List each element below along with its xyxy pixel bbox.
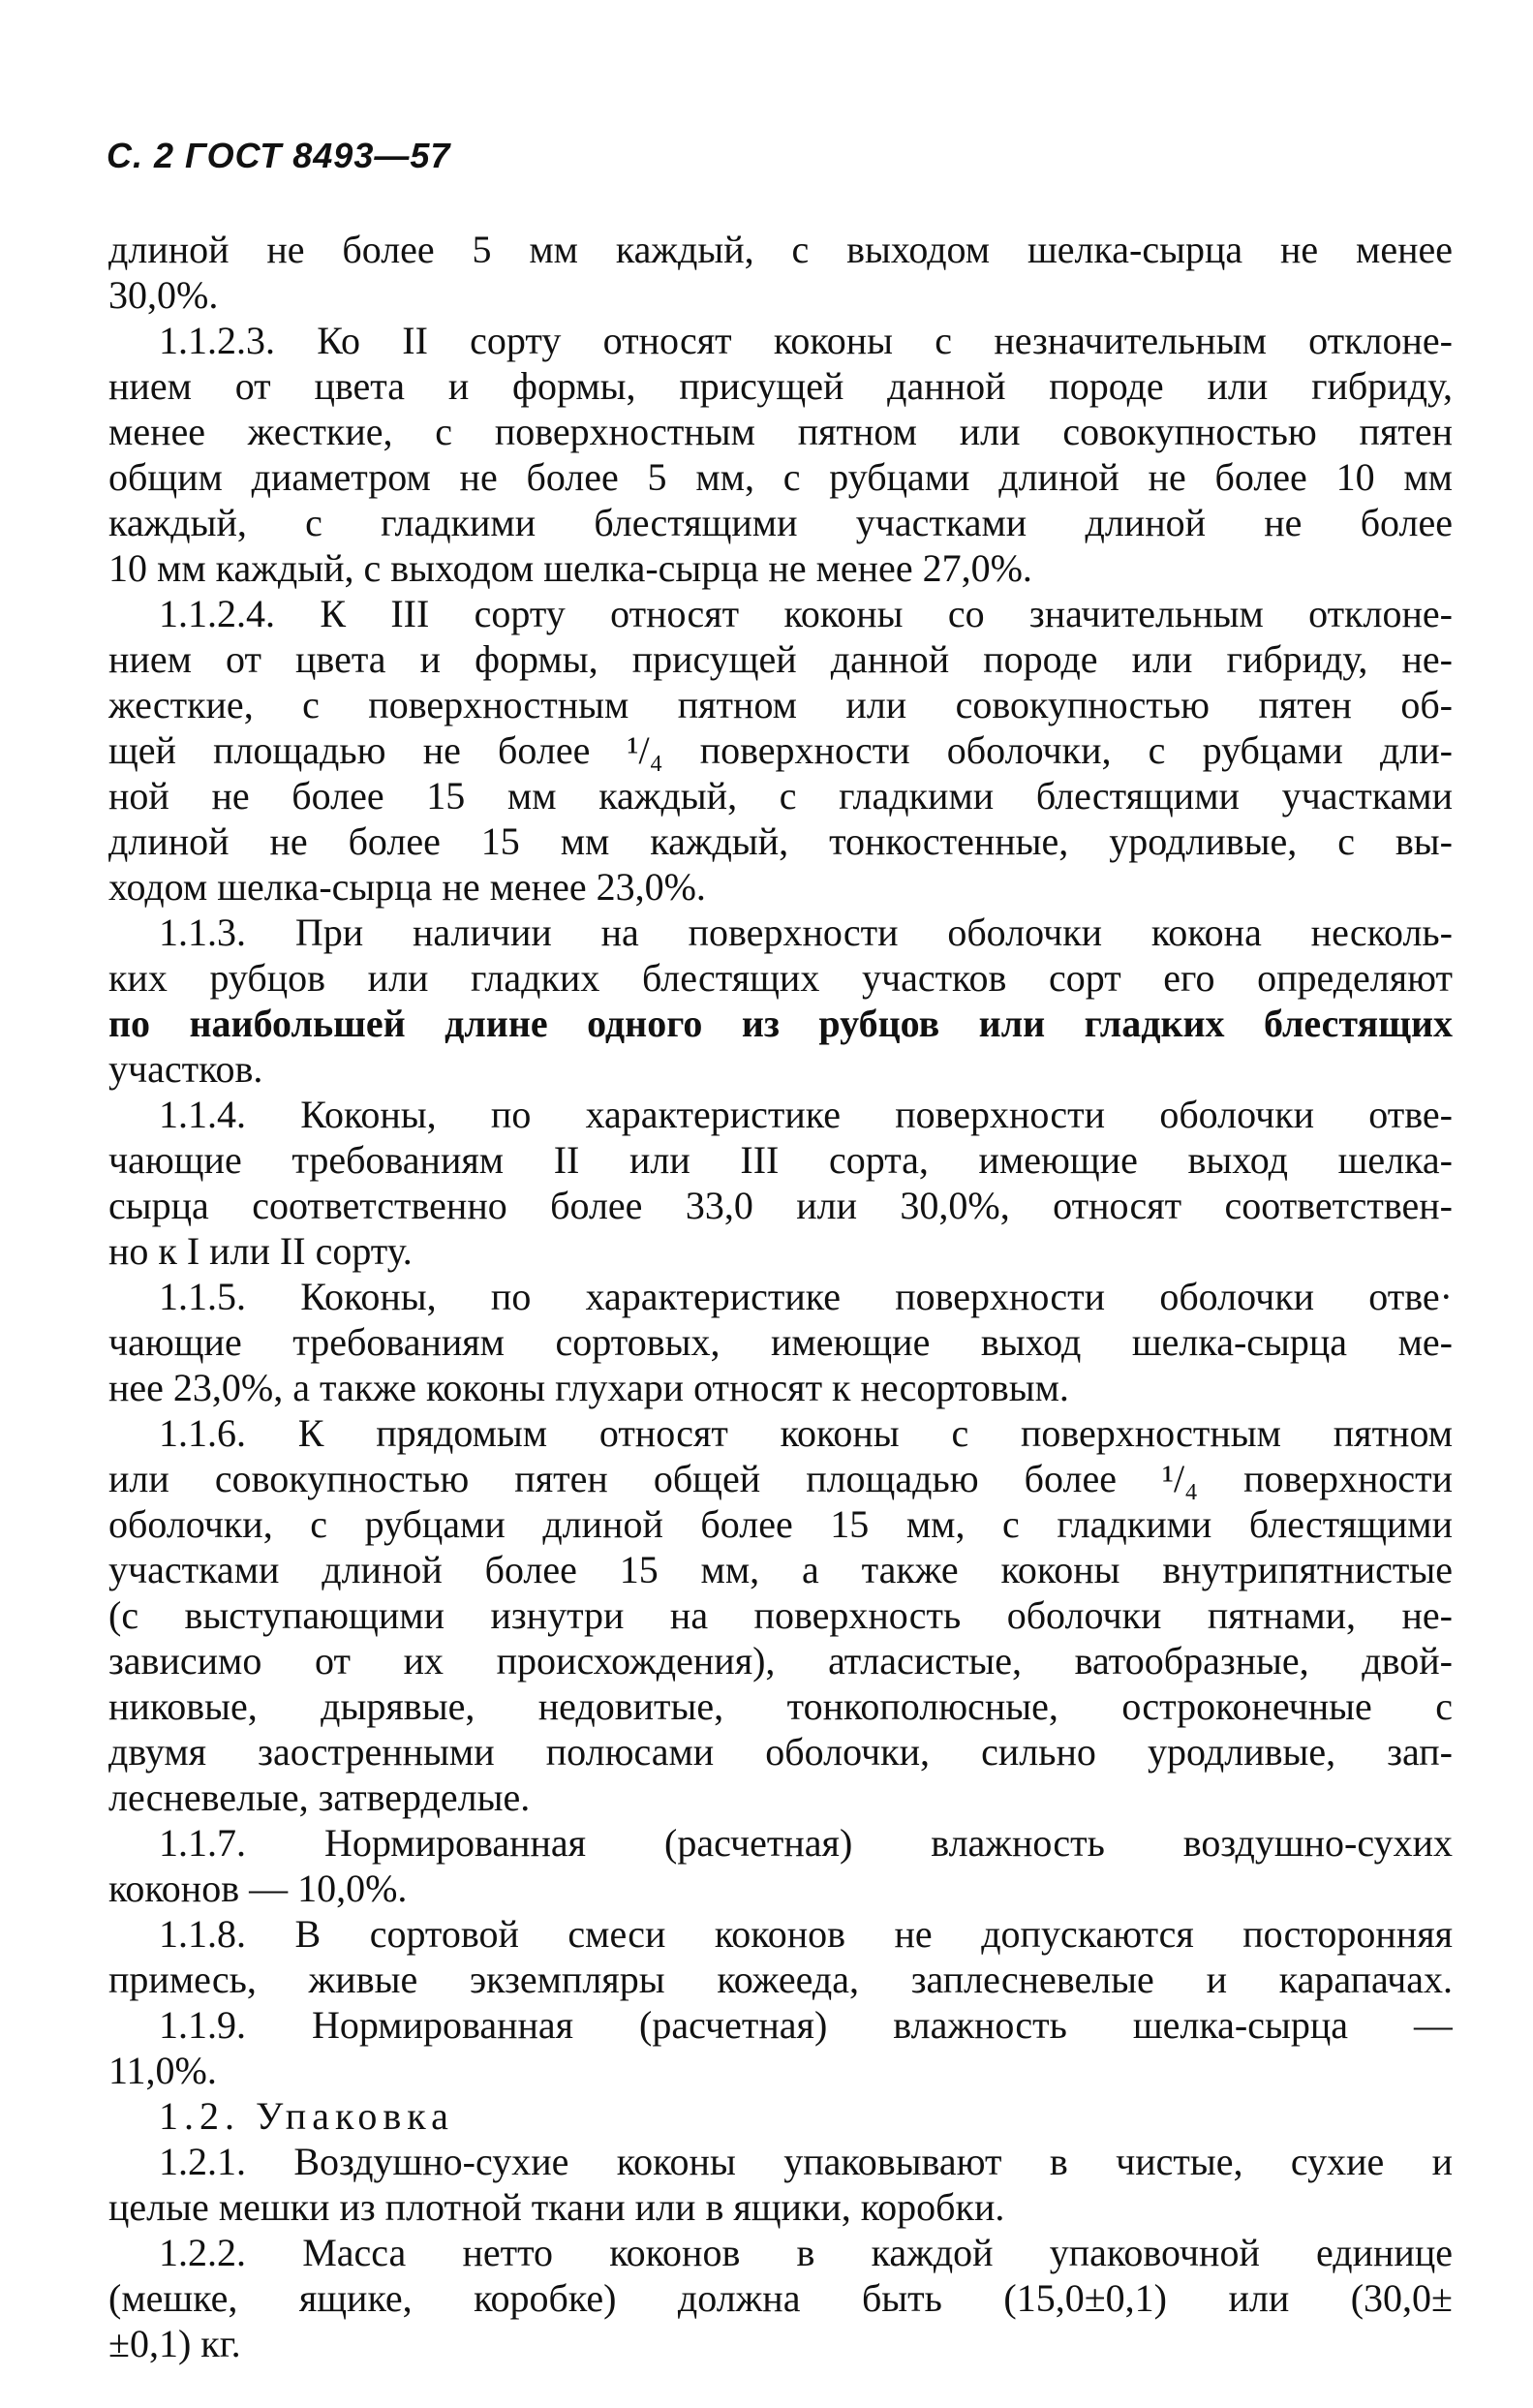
text-line: оболочки, с рубцами длиной более 15 мм, с гладкими блестящими bbox=[108, 1502, 1453, 1546]
text-line: ходом шелка-сырца не менее 23,0%. bbox=[108, 865, 706, 909]
text-line: 1.1.3. При наличии на поверхности оболочки кокона несколь- bbox=[159, 911, 1453, 954]
text-line: 1.1.6. К прядомым относят коконы с поверхностным пятном bbox=[159, 1411, 1453, 1455]
text-line: ной не более 15 мм каждый, с гладкими блестящими участками bbox=[108, 774, 1453, 818]
text-line: 1.1.9. Нормированная (расчетная) влажность шелка-сырца — bbox=[159, 2003, 1453, 2047]
text-line: участков. bbox=[108, 1047, 263, 1091]
text-line: 1.2. Упаковка bbox=[159, 2094, 454, 2138]
text-line: примесь, живые экземпляры кожееда, заплесневелые и карапачах. bbox=[108, 1958, 1453, 2001]
text-line: щей площадью не более ¹/₄ поверхности оболочки, с рубцами дли- bbox=[108, 728, 1453, 772]
text-line: лесневелые, затверделые. bbox=[108, 1775, 531, 1819]
text-line: 1.1.4. Коконы, по характеристике поверхности оболочки отве- bbox=[159, 1093, 1453, 1136]
text-line: 10 мм каждый, с выходом шелка-сырца не менее 27,0%. bbox=[108, 546, 1032, 590]
text-line: но к I или II сорту. bbox=[108, 1229, 413, 1273]
text-line: 1.1.2.3. Ко II сорту относят коконы с незначительным отклоне- bbox=[159, 319, 1453, 362]
text-line: ких рубцов или гладких блестящих участков сорт его определяют bbox=[108, 956, 1453, 1000]
text-line: нием от цвета и формы, присущей данной породе или гибриду, не- bbox=[108, 637, 1453, 681]
text-line: 1.1.7. Нормированная (расчетная) влажность воздушно-сухих bbox=[159, 1821, 1453, 1865]
text-line: участками длиной более 15 мм, а также коконы внутрипятнистые bbox=[108, 1548, 1453, 1591]
text-line: 1.1.8. В сортовой смеси коконов не допускаются посторонняя bbox=[159, 1912, 1453, 1956]
text-line: целые мешки из плотной ткани или в ящики, коробки. bbox=[108, 2185, 1005, 2229]
text-line: 11,0%. bbox=[108, 2049, 217, 2092]
text-line: нее 23,0%, а также коконы глухари относят к несортовым. bbox=[108, 1366, 1069, 1409]
text-line: общим диаметром не более 5 мм, с рубцами длиной не более 10 мм bbox=[108, 455, 1453, 499]
text-line: по наибольшей длине одного из рубцов или гладких блестящих bbox=[108, 1002, 1453, 1045]
text-line: длиной не более 5 мм каждый, с выходом шелка-сырца не менее bbox=[108, 228, 1453, 271]
text-line: менее жесткие, с поверхностным пятном или совокупностью пятен bbox=[108, 410, 1453, 453]
text-line: ±0,1) кг. bbox=[108, 2322, 241, 2365]
text-line: чающие требованиям II или III сорта, имеющие выход шелка- bbox=[108, 1138, 1453, 1182]
text-line: (мешке, ящике, коробке) должна быть (15,0±0,1) или (30,0± bbox=[108, 2276, 1453, 2320]
text-line: коконов — 10,0%. bbox=[108, 1867, 408, 1910]
text-line: чающие требованиям сортовых, имеющие выход шелка-сырца ме- bbox=[108, 1320, 1453, 1364]
text-line: 1.1.2.4. К III сорту относят коконы со значительным отклоне- bbox=[159, 592, 1453, 635]
text-line: длиной не более 15 мм каждый, тонкостенные, уродливые, с вы- bbox=[108, 819, 1453, 863]
text-line: сырца соответственно более 33,0 или 30,0%, относят соответствен- bbox=[108, 1184, 1453, 1227]
text-line: 1.1.5. Коконы, по характеристике поверхности оболочки отве· bbox=[159, 1275, 1453, 1318]
text-line: двумя заостренными полюсами оболочки, сильно уродливые, зап- bbox=[108, 1730, 1453, 1774]
text-line: нием от цвета и формы, присущей данной породе или гибриду, bbox=[108, 364, 1453, 408]
text-line: никовые, дырявые, недовитые, тонкополюсные, остроконечные с bbox=[108, 1684, 1453, 1728]
text-line: или совокупностью пятен общей площадью более ¹/₄ поверхноcти bbox=[108, 1457, 1453, 1500]
text-line: зависимо от их происхождения), атласистые, ватообразные, двой- bbox=[108, 1639, 1453, 1683]
text-line: каждый, с гладкими блестящими участками длиной не более bbox=[108, 501, 1453, 544]
text-line: (с выступающими изнутри на поверхность оболочки пятнами, не- bbox=[108, 1593, 1453, 1637]
page-header: С. 2 ГОСТ 8493—57 bbox=[107, 136, 451, 175]
text-line: 1.2.2. Масса нетто коконов в каждой упаковочной единице bbox=[159, 2231, 1453, 2274]
text-line: 1.2.1. Воздушно-сухие коконы упаковывают в чистые, сухие и bbox=[159, 2140, 1453, 2183]
text-line: 30,0%. bbox=[108, 273, 219, 317]
text-line: жесткие, с поверхностным пятном или совокупностью пятен об- bbox=[108, 683, 1453, 726]
